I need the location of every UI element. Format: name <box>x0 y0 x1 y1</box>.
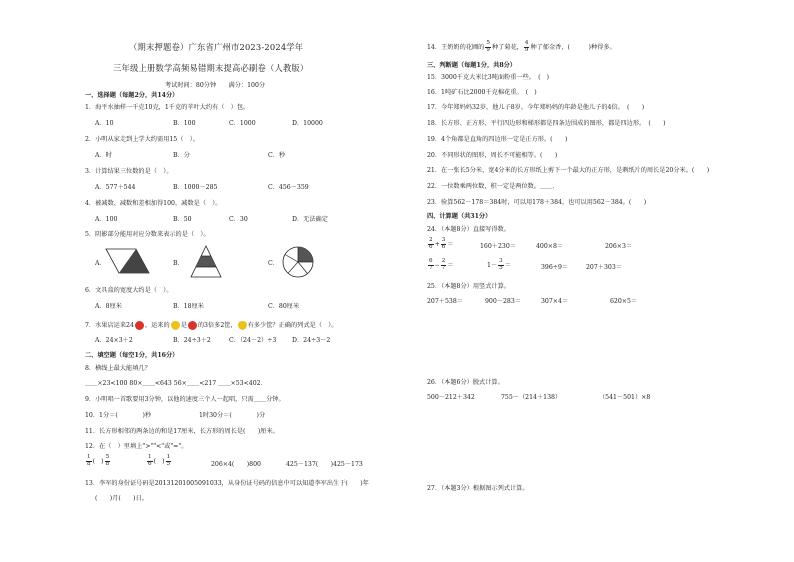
fraction: $\frac{5}{8}$ <box>105 454 110 467</box>
question-12-item-a: $\frac{1}{8}$ ( ) $\frac{5}{8}$ <box>87 454 110 467</box>
q24-item-7: 396÷9＝ <box>541 264 569 271</box>
question-24: 24．（本题8分）直接写得数。 <box>427 226 510 233</box>
question-20: 20．不同形状的图形，周长不可能相等。( ) <box>427 152 558 159</box>
question-10-a: 10．1分＝( )秒 <box>85 412 152 419</box>
question-23: 23．验算562－178＝384时，可以用178＋384，也可以用562－384。( ) <box>427 199 647 206</box>
question-15: 15．3000千克大米比3吨面粉重一些。 ( ) <box>427 74 550 81</box>
q26-item-2: 755－（214＋138） <box>501 394 562 401</box>
q2-option-c: C．秒 <box>268 152 286 159</box>
question-27: 27．（本题3分）根据图示列式计算。 <box>427 485 529 492</box>
pear-icon <box>171 321 180 330</box>
question-25: 25．（本题8分）用竖式计算。 <box>427 283 510 290</box>
question-6: 6．文具盒的宽度大约是（ ）。 <box>85 287 173 294</box>
q7-option-c: C．（24－2）÷3 <box>229 337 277 344</box>
q3-option-c: C．456－359 <box>268 184 309 191</box>
q3-option-a: A．577＋544 <box>95 184 136 191</box>
doc-title-line1: （期末押题卷）广东省广州市2023-2024学年 <box>129 42 304 52</box>
question-12-item-c: 206×4( )800 <box>211 461 261 468</box>
apple-icon <box>135 321 144 330</box>
question-21: 21．在一张长5分米，宽4分米的长方形纸上剪下一个最大的正方形，是剩纸片的周长是20分米。( ) <box>427 167 710 174</box>
fraction: $\frac{2}{6}$ <box>429 237 433 250</box>
parallelogram-figure <box>106 248 150 274</box>
q6-option-b: B．18厘米 <box>173 303 204 310</box>
fraction: $\frac{1}{6}$ <box>148 454 152 467</box>
question-10-b: 1时30分＝( )分 <box>199 412 266 419</box>
fraction: $\frac{3}{5}$ <box>499 258 503 271</box>
q4-option-c: C．30 <box>229 216 248 223</box>
q26-item-1: 500－212＋342 <box>427 394 475 401</box>
q6-option-c: C．80厘米 <box>268 303 300 310</box>
question-8: 8．横线上最大能填几？ <box>85 365 151 372</box>
q5-option-c: C． <box>268 260 279 267</box>
question-26: 26．（本题6分）脱式计算。 <box>427 379 504 386</box>
q4-option-b: B．50 <box>173 216 192 223</box>
q2-option-b: B．分 <box>173 152 190 159</box>
section-choice-heading: 一、选择题（每题2分，共14分） <box>85 92 179 99</box>
question-3: 3．计算结果三位数的是（ ）。 <box>85 168 173 175</box>
q1-option-a: A．10 <box>95 120 114 127</box>
q6-option-a: A．8厘米 <box>95 303 122 310</box>
q2-option-a: A．时 <box>95 152 112 159</box>
section-fill-heading: 二、填空题（每空1分，共16分） <box>85 352 179 359</box>
question-13: 13．李军的身份证号码是201312010050910​33，从身份证号码的信息中可以知道李军出生于( )年 <box>85 480 369 487</box>
question-9: 9．小明唱一首歌要用3分钟，以他的速度三个人一起唱，只需＿＿分钟。 <box>85 396 285 403</box>
q24-item-2: 160＋230＝ <box>480 243 516 250</box>
question-2: 2．小明从家走到上学大约需用15（ ）。 <box>85 136 199 143</box>
question-7: 7．水果店运来24 ，运来的 是 的3倍多2筐， 有多少筐？正确的列式是（ ）。 <box>85 322 338 329</box>
question-5: 5．阴影部分能用对应分数来表示的是（ ）。 <box>85 231 210 238</box>
question-8-blanks: ＿＿×23<100 80×＿＿<643 56×＿＿<217 ＿＿×53<402． <box>85 380 267 387</box>
exam-info: 考试时间：80分钟 满分：100分 <box>165 82 266 89</box>
q3-option-b: B．1000－285 <box>173 184 218 191</box>
q5-option-b: B． <box>173 260 184 267</box>
question-13-cont: ( )月( )日。 <box>95 495 148 502</box>
q4-option-d: D．无法确定 <box>292 216 328 223</box>
question-1: 1．海平水抽样一千克10克，1千克的苹叶大约有（ ）包。 <box>85 104 250 111</box>
q1-option-d: D．10000 <box>292 120 323 127</box>
q4-option-a: A．100 <box>95 216 118 223</box>
q25-item-1: 207＋538＝ <box>427 298 463 305</box>
circle-figure <box>282 246 314 278</box>
section-calc-heading: 四、计算题（共31分） <box>427 213 492 220</box>
apple-icon <box>188 321 197 330</box>
q26-item-3: （541－501）×8 <box>599 394 651 401</box>
q7-option-a: A．24×3＋2 <box>95 337 133 344</box>
doc-title-line2: 三年级上册数学高频易错期末提高必刷卷（人教版） <box>113 63 309 73</box>
q25-item-4: 620×5＝ <box>610 298 638 305</box>
q24-item-5: $\frac{6}{7}$ − $\frac{2}{7}$ ＝ <box>429 258 454 271</box>
q1-option-b: B．100 <box>173 120 196 127</box>
question-18: 18．长方形、正方形、平行四边形和梯形都是四条边围成的图形，都是四边形。 ( ) <box>427 120 666 127</box>
q24-item-3: 400×8＝ <box>536 243 564 250</box>
fraction: $\frac{6}{7}$ <box>429 258 433 271</box>
question-12-item-d: 425－137( )425－173 <box>286 461 363 468</box>
question-12: 12．在（ ）里填上">""<"或"="。 <box>85 443 188 450</box>
q24-item-1: $\frac{2}{6}$ + $\frac{3}{6}$ ＝ <box>429 237 454 250</box>
fraction: $\frac{3}{6}$ <box>441 237 446 250</box>
q7-option-b: B．24÷3＋2 <box>173 337 211 344</box>
question-22: 22．一位数乘两位数，积一定是两位数。＿＿． <box>427 183 559 190</box>
q25-item-2: 900－283＝ <box>485 298 521 305</box>
q25-item-3: 307×4＝ <box>541 298 569 305</box>
fraction: $\frac{1}{8}$ <box>87 454 91 467</box>
question-12-item-b: $\frac{1}{6}$ ( ) $\frac{1}{5}$ <box>148 454 171 467</box>
fraction: $\frac{2}{7}$ <box>441 258 446 271</box>
question-11: 11．长方形相邻的两条边的和是17厘米，长方形的周长是( )厘米。 <box>85 428 279 435</box>
q5-option-a: A． <box>95 260 106 267</box>
triangle-figure <box>190 245 222 279</box>
fraction: $\frac{5}{9}$ <box>486 40 490 53</box>
question-14: 14．王奶奶的花圃的 $\frac{5}{9}$ 种了菊花， $\frac{4}{9}$ 种了郁金香，( )种得多。 <box>427 40 616 53</box>
q24-item-8: 207＋303＝ <box>586 264 622 271</box>
question-4: 4．被减数、减数和差相加得100，减数是（ ）。 <box>85 200 222 207</box>
question-17: 17．今年郑妈妈32岁，他儿子8岁。今年郑妈妈的年龄是他儿子的4倍。 ( ) <box>427 104 645 111</box>
q24-item-4: 206×3＝ <box>605 243 633 250</box>
q24-item-6: 1－ $\frac{3}{5}$ ＝ <box>487 258 511 271</box>
q1-option-c: C．1000 <box>229 120 256 127</box>
question-16: 16．1吨矿石比2000千克棉花重。 ( ) <box>427 89 537 96</box>
fraction: $\frac{4}{9}$ <box>524 40 529 53</box>
pear-icon <box>238 321 247 330</box>
question-19: 19．4个角都是直角的四边形一定是正方形。( ) <box>427 136 568 143</box>
q7-option-d: D．24÷3－2 <box>292 337 331 344</box>
fraction: $\frac{1}{5}$ <box>166 454 171 467</box>
section-judge-heading: 三、判断题（每题1分，共8分） <box>427 62 517 69</box>
